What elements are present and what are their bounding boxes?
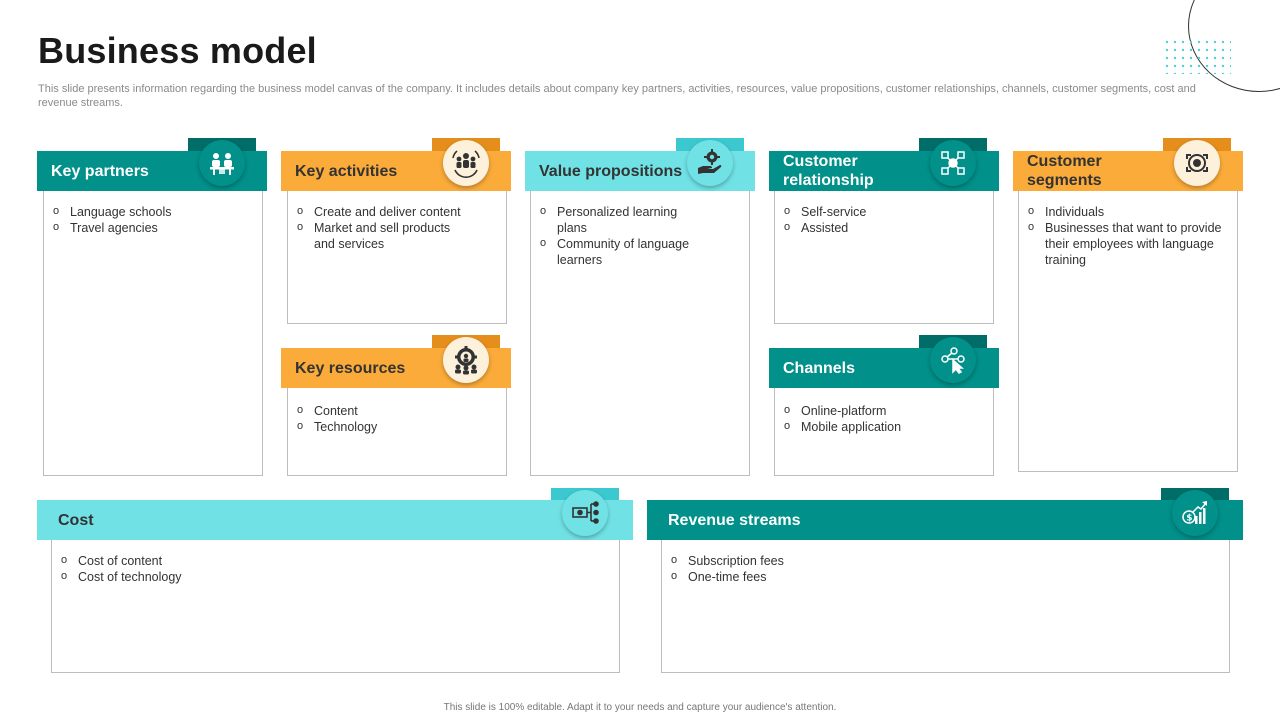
dollar-growth-chart-icon (1172, 490, 1218, 536)
list-item: o Content (288, 403, 506, 419)
revenue-streams-list (662, 553, 1229, 585)
click-network-icon (930, 337, 976, 383)
value-propositions-list (531, 204, 749, 268)
target-arrows-icon (1174, 140, 1220, 186)
decorative-dot-grid (1165, 40, 1231, 74)
slide-title: Business model (38, 30, 317, 71)
list-item: o Mobile application (775, 419, 993, 435)
svg-text:$: $ (1186, 513, 1193, 524)
list-item: o Community of language learners (531, 236, 707, 268)
list-item: o Assisted (775, 220, 993, 236)
gear-people-icon (443, 337, 489, 383)
revenue-streams-box (661, 524, 1230, 673)
key-activities-box (287, 175, 507, 324)
list-item: o Create and deliver content (288, 204, 464, 220)
list-item: o Subscription fees (662, 553, 1229, 569)
list-item: o Personalized learning plans (531, 204, 707, 236)
hand-gear-icon (687, 140, 733, 186)
key-resources-list (288, 403, 506, 435)
network-nodes-icon (930, 140, 976, 186)
cost-list (52, 553, 619, 585)
cost-header (37, 500, 633, 540)
list-item: o Technology (288, 419, 506, 435)
value-propositions-box (530, 175, 750, 476)
customer-relationship-box (774, 175, 994, 324)
key-activities-label: Key activities (295, 162, 398, 180)
key-partners-list (44, 204, 262, 236)
channels-label: Channels (783, 359, 856, 377)
key-resources-label: Key resources (295, 359, 406, 377)
money-flow-icon (562, 490, 608, 536)
meeting-people-icon (199, 140, 245, 186)
customer-segments-label: Customer segments (1027, 153, 1102, 189)
customer-segments-box (1018, 175, 1238, 472)
cost-box (51, 524, 620, 673)
list-item: o Online-platform (775, 403, 993, 419)
list-item: o Self-service (775, 204, 993, 220)
list-item: o Individuals (1019, 204, 1237, 220)
list-item: o Cost of content (52, 553, 619, 569)
list-item: o Travel agencies (44, 220, 262, 236)
list-item: o Businesses that want to provide their employees with language training (1019, 220, 1225, 268)
revenue-streams-label: Revenue streams (668, 511, 801, 529)
key-partners-label: Key partners (51, 162, 149, 180)
customer-relationship-label: Customer relationship (783, 153, 874, 189)
team-cycle-icon (443, 140, 489, 186)
channels-list (775, 403, 993, 435)
key-partners-box (43, 175, 263, 476)
value-propositions-label: Value propositions (539, 162, 683, 180)
cost-label: Cost (58, 511, 94, 529)
slide-subtitle: This slide presents information regarding the business model canvas of the company. It includes details about company key partners, activities, resources, value propositions, customer relationships, channels, customer segments, cost and revenue streams. (38, 83, 1196, 109)
list-item: o Language schools (44, 204, 262, 220)
list-item: o One-time fees (662, 569, 1229, 585)
slide-footer: This slide is 100% editable. Adapt it to your needs and capture your audience's attention. (443, 702, 837, 713)
list-item: o Market and sell products and services (288, 220, 474, 252)
customer-segments-list (1019, 204, 1237, 268)
list-item: o Cost of technology (52, 569, 619, 585)
customer-relationship-list (775, 204, 993, 236)
revenue-streams-header (647, 500, 1243, 540)
key-activities-list (288, 204, 506, 252)
